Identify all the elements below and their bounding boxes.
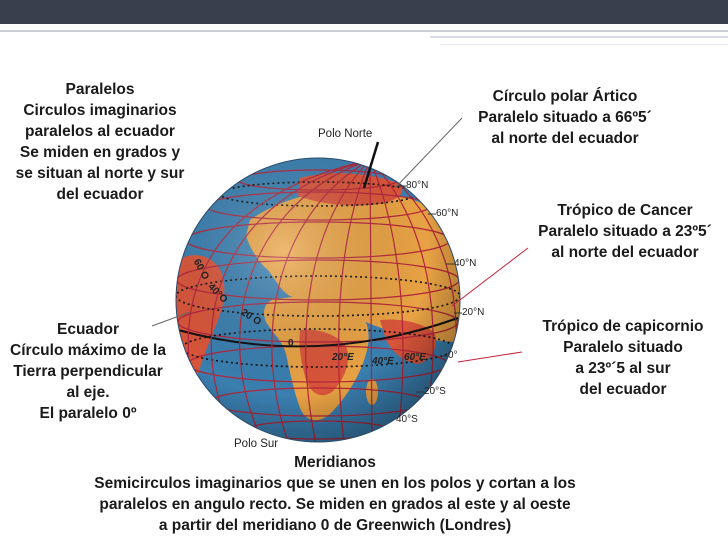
lon-60e-label: 60°E bbox=[404, 352, 426, 363]
paralelos-line: Circulos imaginarios bbox=[23, 102, 177, 119]
circulo-polar-description bbox=[450, 86, 680, 149]
paralelos-line: paralelos al ecuador bbox=[25, 123, 175, 140]
tropico-capricornio-line: Paralelo situado bbox=[563, 339, 683, 356]
lat-0-label: 0° bbox=[448, 350, 458, 361]
circulo-polar-line: al norte del ecuador bbox=[491, 130, 639, 147]
meridianos-line: paralelos en angulo recto. Se miden en grados al este y al oeste bbox=[99, 496, 571, 513]
lat-60n-label: 60°N bbox=[436, 208, 459, 219]
lon-60o-label: 60 O bbox=[190, 257, 211, 282]
leader-capricornio bbox=[458, 352, 522, 362]
tropico-capricornio-line: a 23º´5 al sur bbox=[575, 360, 671, 377]
meridianos-line: Semicirculos imaginarios que se unen en los polos y cortan a los bbox=[94, 475, 576, 492]
lat-20s-label: 20°S bbox=[424, 386, 446, 397]
lat-40s-label: 40°S bbox=[396, 414, 418, 425]
paralelos-line: del ecuador bbox=[56, 186, 144, 203]
tropico-cancer-line: Trópico de Cancer bbox=[557, 202, 693, 219]
meridianos-line: a partir del meridiano 0 de Greenwich (Londres) bbox=[158, 517, 512, 534]
ecuador-line: Ecuador bbox=[56, 321, 119, 338]
tropico-cancer-line: al norte del ecuador bbox=[551, 244, 699, 261]
meridianos-line: Meridianos bbox=[294, 454, 376, 471]
lon-20o-label: 20 O bbox=[238, 307, 263, 328]
lon-20e-label: 20°E bbox=[332, 352, 354, 363]
paralelos-line: Se miden en grados y bbox=[19, 144, 181, 161]
lon-40e-label: 40°E bbox=[372, 356, 394, 367]
tropico-cancer-description bbox=[520, 200, 728, 263]
tropico-capricornio-line: del ecuador bbox=[579, 381, 667, 398]
meridianos-description bbox=[40, 452, 630, 536]
south-pole-label: Polo Sur bbox=[234, 438, 279, 450]
ecuador-line: Círculo máximo de la bbox=[10, 342, 166, 359]
paralelos-line: Paralelos bbox=[65, 81, 135, 98]
lat-40n-label: 40°N bbox=[454, 258, 477, 269]
ecuador-line: El paralelo 0º bbox=[39, 405, 137, 422]
north-pole-label: Polo Norte bbox=[318, 128, 373, 140]
leader-cancer bbox=[452, 248, 528, 306]
tropico-capricornio-line: Trópico de capicornio bbox=[542, 318, 704, 335]
ecuador-line: al eje. bbox=[66, 384, 110, 401]
lat-20n-label: 20°N bbox=[462, 307, 485, 318]
paralelos-line: se situan al norte y sur bbox=[15, 165, 185, 182]
lon-0-label: 0 bbox=[288, 338, 294, 349]
lat-80n-label: 80°N bbox=[406, 180, 429, 191]
lon-40o-label: 40°O bbox=[205, 281, 230, 306]
tropico-capricornio-description bbox=[518, 316, 728, 400]
circulo-polar-line: Paralelo situado a 66º5´ bbox=[478, 109, 652, 126]
ecuador-line: Tierra perpendicular bbox=[13, 363, 163, 380]
circulo-polar-line: Círculo polar Ártico bbox=[492, 88, 638, 105]
paralelos-description bbox=[0, 79, 200, 205]
ecuador-description bbox=[0, 319, 176, 424]
tropico-cancer-line: Paralelo situado a 23º5´ bbox=[538, 223, 712, 240]
